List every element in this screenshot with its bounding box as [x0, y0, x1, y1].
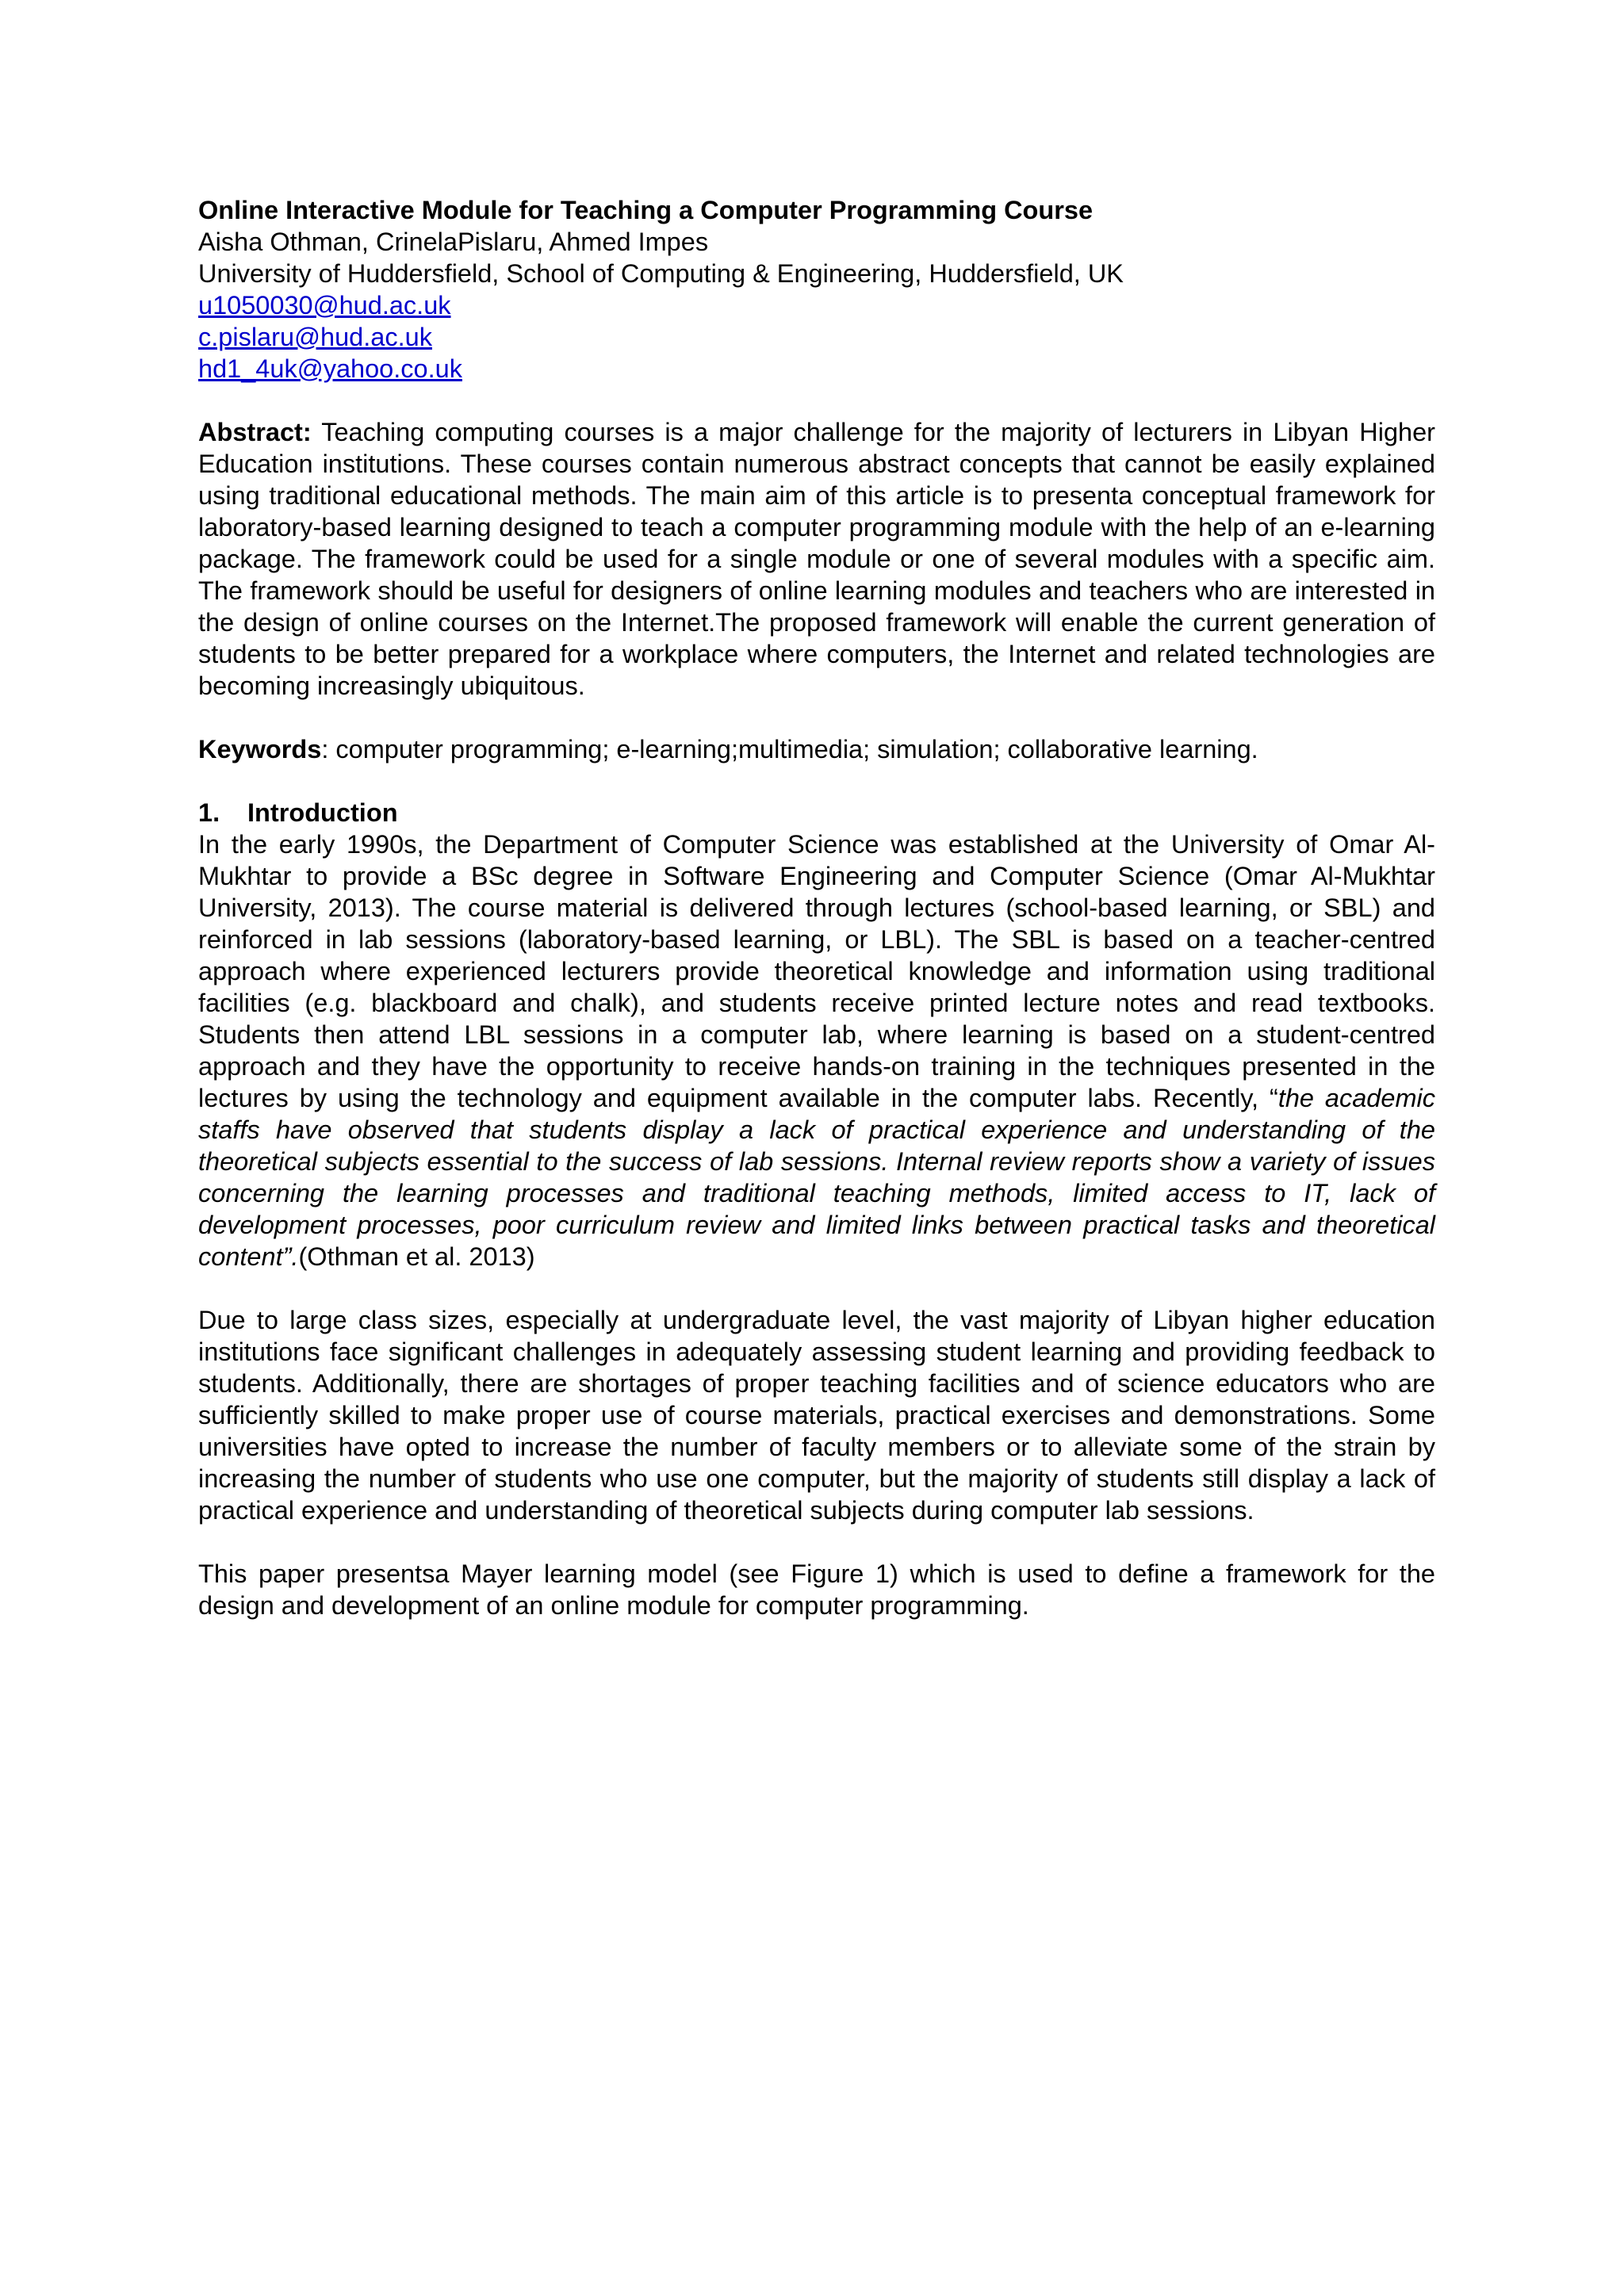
abstract-paragraph	[198, 416, 1435, 702]
spacer	[198, 385, 1435, 416]
section-number: 1.	[198, 798, 220, 827]
intro-p1-quote: the academic staffs have observed that students display a lack of practical experience and understanding of the theoretical subjects essential to the success of lab sessions. Internal review reports show a variety of issues concerning the learning processes and traditional teaching methods, limited access to IT, lack of development processes, poor curriculum review and limited links between practical tasks and theoretical content”.	[198, 1084, 1435, 1271]
keywords-text: : computer programming; e-learning;multimedia; simulation; collaborative learning.	[321, 735, 1258, 763]
author-email-link[interactable]: u1050030@hud.ac.uk	[198, 291, 451, 320]
abstract-text: Teaching computing courses is a major challenge for the majority of lecturers in Libyan Higher Education institutions. These courses contain numerous abstract concepts that cannot be easily explained using traditional educational methods. The main aim of this article is to presenta conceptual framework for laboratory-based learning designed to teach a computer programming module with the help of an e-learning package. The framework could be used for a single module or one of several modules with a specific aim. The framework should be useful for designers of online learning modules and teachers who are interested in the design of online courses on the Internet.The proposed framework will enable the current generation of students to be better prepared for a workplace where computers, the Internet and related technologies are becoming increasingly ubiquitous.	[198, 418, 1435, 700]
author-email-link[interactable]: hd1_4uk@yahoo.co.uk	[198, 354, 462, 383]
intro-paragraph-1	[198, 828, 1435, 1272]
keywords-paragraph	[198, 733, 1435, 765]
intro-p1-text: In the early 1990s, the Department of Computer Science was established at the University of Omar Al-Mukhtar to provide a BSc degree in Software Engineering and Computer Science (Omar Al-Mukhtar University, 2013). The course material is delivered through lectures (school-based learning, or SBL) and reinforced in lab sessions (laboratory-based learning, or LBL). The SBL is based on a teacher-centred approach where experienced lecturers provide theoretical knowledge and information using traditional facilities (e.g. blackboard and chalk), and students receive printed lecture notes and read textbooks. Students then attend LBL sessions in a computer lab, where learning is based on a student-centred approach and they have the opportunity to receive hands-on training in the techniques presented in the lectures by using the technology and equipment available in the computer labs. Recently, “	[198, 830, 1435, 1112]
intro-paragraph-3: This paper presentsa Mayer learning model (see Figure 1) which is used to define a framework for the design and development of an online module for computer programming.	[198, 1559, 1435, 1620]
paper-authors: Aisha Othman, CrinelaPislaru, Ahmed Impes	[198, 228, 709, 256]
keywords-label: Keywords	[198, 735, 322, 763]
spacer	[198, 765, 1435, 797]
paper-affiliation: University of Huddersfield, School of Computing & Engineering, Huddersfield, UK	[198, 259, 1124, 288]
intro-p1-citation: (Othman et al. 2013)	[298, 1242, 535, 1271]
section-heading-introduction	[198, 797, 1435, 828]
section-title: Introduction	[247, 798, 398, 827]
intro-paragraph-2: Due to large class sizes, especially at undergraduate level, the vast majority of Libyan higher education institutions face significant challenges in adequately assessing student learning and providing feedback to students. Additionally, there are shortages of proper teaching facilities and of science educators who are sufficiently skilled to make proper use of course materials, practical exercises and demonstrations. Some universities have opted to increase the number of faculty members or to alleviate some of the strain by increasing the number of students who use one computer, but the majority of students still display a lack of practical experience and understanding of theoretical subjects during computer lab sessions.	[198, 1306, 1435, 1525]
paper-page	[198, 194, 1435, 1621]
abstract-label: Abstract:	[198, 418, 312, 446]
spacer	[198, 1272, 1435, 1304]
paper-title: Online Interactive Module for Teaching a Computer Programming Course	[198, 196, 1094, 224]
spacer	[198, 1526, 1435, 1558]
author-email-link[interactable]: c.pislaru@hud.ac.uk	[198, 323, 432, 351]
spacer	[198, 702, 1435, 733]
